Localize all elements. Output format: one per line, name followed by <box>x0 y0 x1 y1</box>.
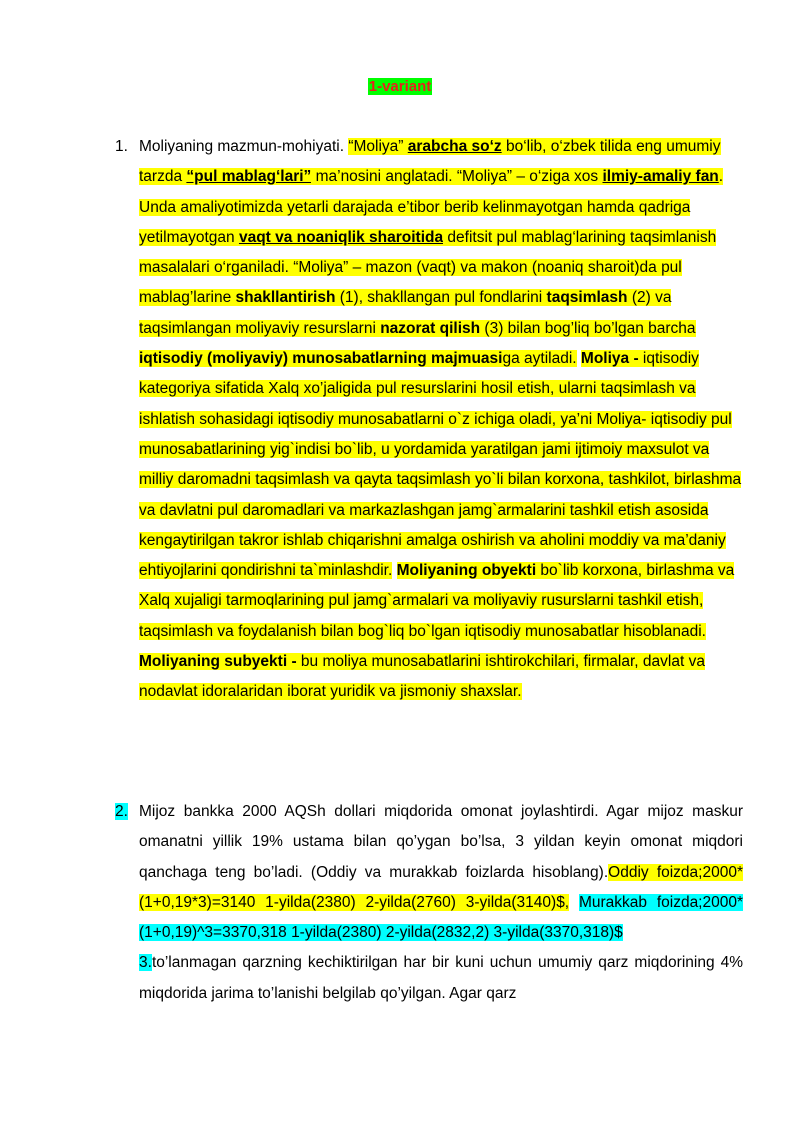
text-run: ma’nosini anglatadi. “Moliya” – o‘ziga xos <box>311 168 603 186</box>
text-run: arabcha so‘z <box>407 138 502 155</box>
text-run: vaqt va noaniqlik sharoitida <box>238 228 444 246</box>
text-run: ilmiy-amaliy fan <box>602 168 719 186</box>
text-run: Mijoz bankka 2000 AQSh dollari miqdorida omonat joylashtirdi. Agar mijoz maskur omanatni yillik 19% ustama bilan qo’ygan bo’lsa, 3 yildan keyin omonat miqdori qanchaga teng bo’ladi. (Oddiy va murakkab foizlarda hisoblang). <box>139 803 743 881</box>
text-run: Oddiy foizda;2000*(1+0,19*3)=3140 1-yilda(2380) 2-yilda(2760) 3-yilda(3140)$, <box>139 863 743 911</box>
text-run <box>569 894 579 911</box>
text-run: shakllantirish <box>235 289 336 307</box>
list-item-2 <box>115 797 743 1009</box>
text-run: bo‘lib, o‘zbek tilida eng umumiy tarzda <box>139 138 721 186</box>
list-item-text <box>139 797 743 1009</box>
list-item-number: 1. <box>115 138 128 155</box>
text-run: Moliyaning mazmun-mohiyati. <box>139 138 349 155</box>
text-run: (3) bilan bog’liq bo’lgan barcha <box>480 319 696 337</box>
text-run: Murakkab foizda;2000*(1+0,19)^3=3370,318 1-yilda(2380) 2-yilda(2832,2) 3-yilda(3370,318)$ <box>139 893 744 942</box>
text-run: (1), shakllangan pul fondlarini <box>335 289 547 307</box>
variant-title-text: 1-variant <box>368 78 432 95</box>
text-run: bu moliya munosabatlarini ishtirokchilari, firmalar, davlat va nodavlat idoralaridan iborat yuridik va jismoniy shaxslar. <box>139 653 705 701</box>
text-run <box>392 562 396 579</box>
text-run: “Moliya” <box>348 138 408 155</box>
text-run: defitsit pul mablag‘larining taqsimlanish masalalari o‘rganiladi. “Moliya” – mazon (vaqt) va makon (noaniq sharoit)da pul mablag’larine <box>139 228 717 307</box>
text-run: . Unda amaliyotimizda yetarli darajada e’tibor berib kelinmayotgan hamda qadriga yetilmayotgan <box>139 168 724 246</box>
text-run: nazorat qilish <box>380 319 481 337</box>
text-run: taqsimlash <box>546 289 628 307</box>
text-run: 3. <box>139 954 152 972</box>
text-run: to’lanmagan qarzning kechiktirilgan har bir kuni uchun umumiy qarz miqdorining 4% miqdorida jarima to’lanishi belgilab qo’yilgan. Agar qarz <box>139 954 743 1002</box>
text-run: iqtisodiy kategoriya sifatida Xalq xo’jaligida pul resurslarini hosil etish, ularni taqsimlash va ishlatish sohasidagi iqtisodiy munosabatlarni o`z ichiga oladi, ya’ni Moliya- iqtisodiy pul munosabatlarining yig`indisi bo`lib, u yordamida yaratilgan jami ijtimoiy maxsulot va milliy daromadni taqsimlash va qayta taqsimlash yo`li bilan korxona, tashkilot, birlashma va davlatni pul daromadlari va markazlashgan jamg`armalarini tashkil etish asosida kengaytirilgan takror ishlab chiqarishni amalga oshirish va aholini moddiy va ma’daniy ehtiyojlarini qondirishni ta`minlashdir. <box>139 350 742 580</box>
text-run: iqtisodiy (moliyaviy) munosabatlarning majmuasi <box>139 350 503 368</box>
text-run: bo`lib korxona, birlashma va Xalq xujaligi tarmoqlarining pul jamg`armalari va moliyaviy rusurslarni tashkil etish, taqsimlash va foydalanish bilan bog`liq bo`lgan iqtisodiy munosabatlar hisoblanadi. <box>139 562 735 640</box>
text-run: Moliyaning obyekti <box>396 562 537 580</box>
list-item-1 <box>115 132 743 708</box>
list-item-text <box>139 132 743 708</box>
text-run: Moliyaning subyekti - <box>139 653 297 671</box>
variant-title <box>0 77 800 97</box>
text-run: Moliya - <box>580 350 639 368</box>
text-run: ga aytiladi. <box>502 350 577 368</box>
list-item-number <box>115 797 137 827</box>
text-run: (2) va taqsimlangan moliyaviy resurslarni <box>139 289 672 337</box>
list-item-number-highlight: 2. <box>115 803 128 820</box>
text-run: “pul mablag‘lari” <box>186 168 312 186</box>
